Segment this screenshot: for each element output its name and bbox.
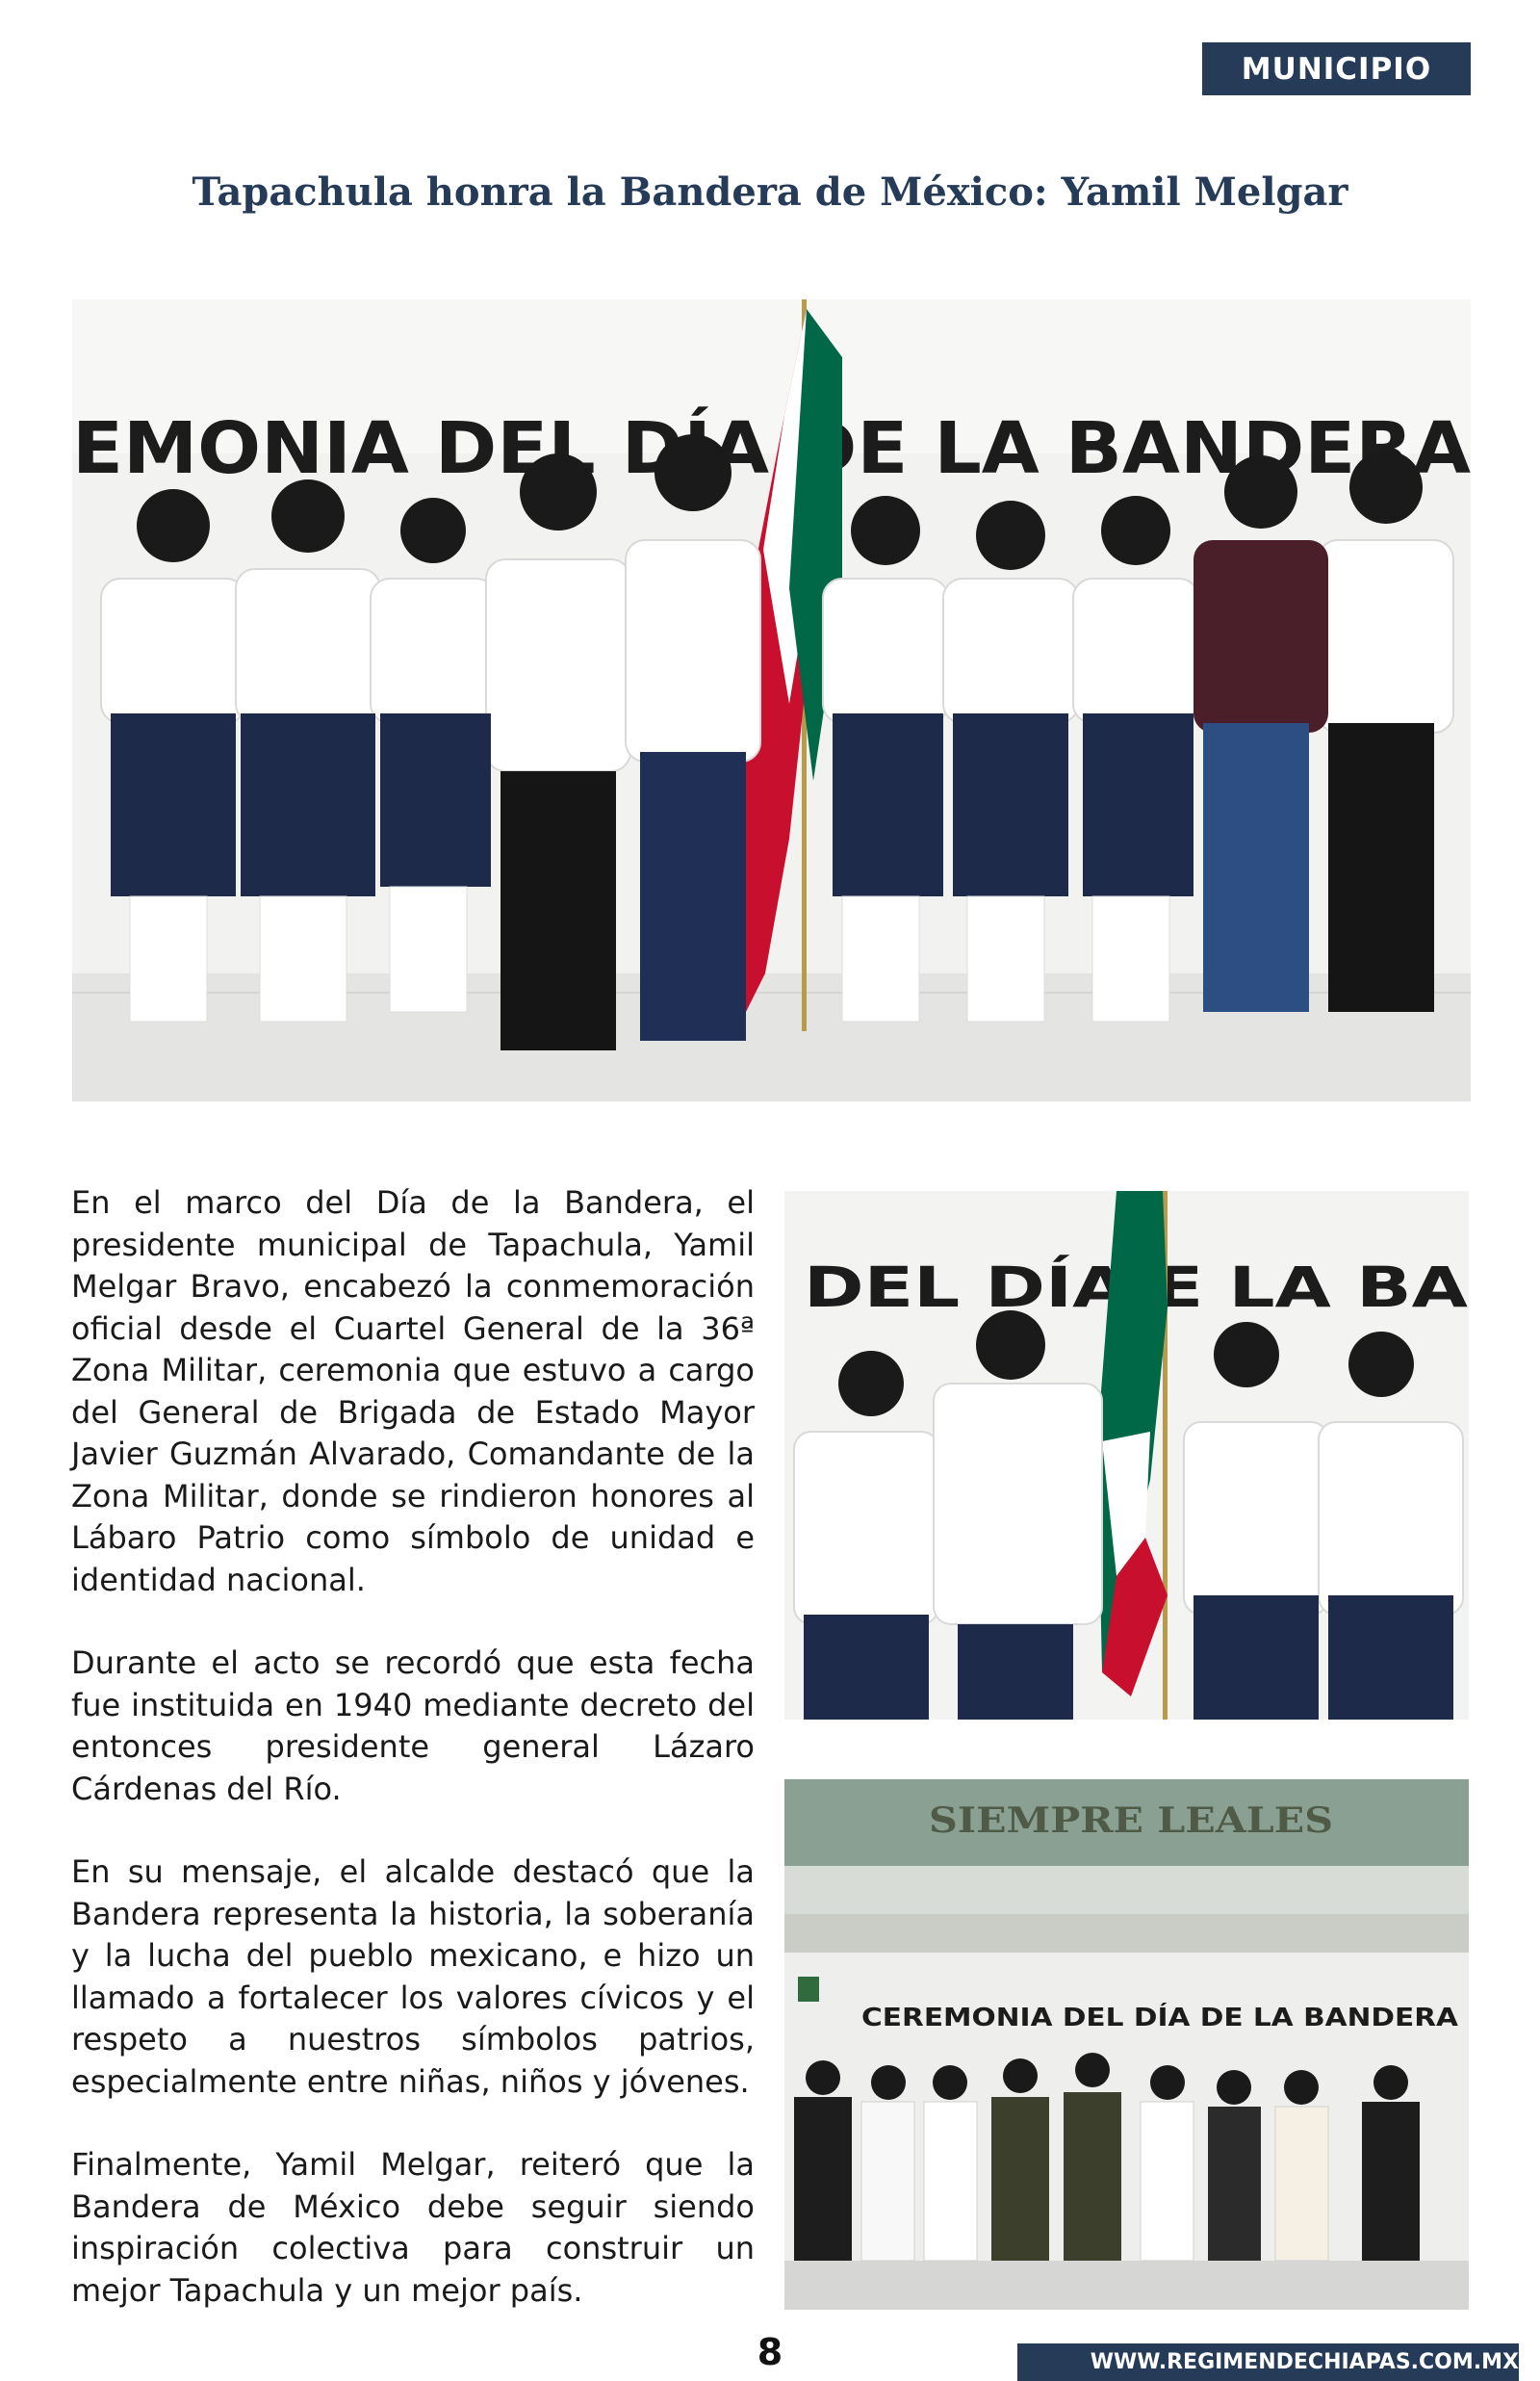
article-body	[71, 1182, 755, 2353]
third-photo	[784, 1779, 1469, 2310]
section-tag	[1202, 42, 1471, 95]
website-link[interactable]: WWW.REGIMENDECHIAPAS.COM.MX	[1090, 2350, 1519, 2374]
third-photo-sign-text: SIEMPRE LEALES	[929, 1800, 1333, 1841]
second-photo	[784, 1191, 1469, 1720]
footer-bar	[1017, 2343, 1519, 2381]
second-photo-wall-text: DEL DÍA E LA BA	[804, 1255, 1315, 1320]
main-photo	[72, 299, 1471, 1101]
article-paragraph: En el marco del Día de la Bandera, el presidente municipal de Tapachula, Yamil Melgar Bravo, encabezó la conmemoración oficial desde el Cuartel General de la 36ª Zona Militar, ceremonia que estuvo a cargo del General de Brigada de Estado Mayor Javier Guzmán Alvarado, Comandante de la Zona Militar, donde se rindieron honores al Lábaro Patrio como símbolo de unidad e identidad nacional.	[71, 1184, 755, 1598]
third-photo-wall-text: CEREMONIA DEL DÍA DE LA BANDERA	[861, 2004, 1385, 2032]
article-paragraph: Durante el acto se recordó que esta fecha fue instituida en 1940 mediante decreto del entonces presidente general Lázaro Cárdenas del Río.	[71, 1644, 755, 1807]
section-label: MUNICIPIO	[1241, 51, 1432, 87]
article-title: Tapachula honra la Bandera de México: Yamil Melgar	[192, 169, 1348, 215]
page-number: 8	[757, 2331, 783, 2373]
article-paragraph: En su mensaje, el alcalde destacó que la Bandera representa la historia, la soberanía y la lucha del pueblo mexicano, e hizo un llamado a fortalecer los valores cívicos y el respeto a nuestros símbolos patrios, especialmente entre niñas, niños y jóvenes.	[71, 1853, 755, 2100]
main-photo-wall-text: EMONIA DEL DÍA DE LA BANDERA	[72, 407, 1407, 490]
article-paragraph: Finalmente, Yamil Melgar, reiteró que la Bandera de México debe seguir siendo inspiración colectiva para construir un mejor Tapachula y un mejor país.	[71, 2146, 755, 2309]
